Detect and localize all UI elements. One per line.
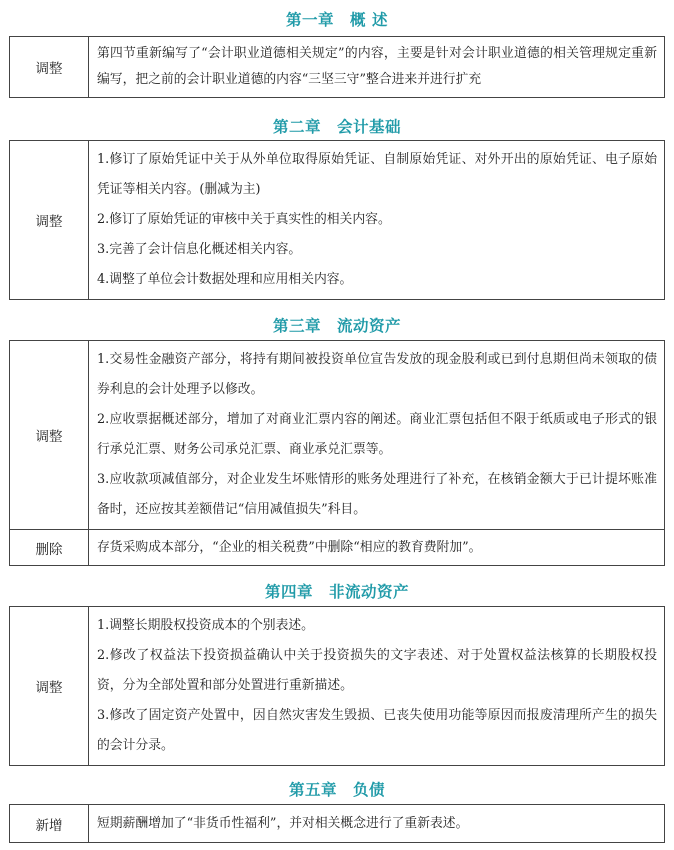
chapter-title: 第四章 非流动资产 bbox=[264, 583, 409, 601]
description-paragraph: 4.调整了单位会计数据处理和应用相关内容。 bbox=[97, 272, 353, 287]
change-description-cell bbox=[89, 607, 665, 766]
description-paragraph: 2.应收票据概述部分，增加了对商业汇票内容的阐述。商业汇票包括但不限于纸质或电子形式的银行承兑汇票、财务公司承兑汇票、商业承兑汇票等。 bbox=[97, 412, 657, 457]
chapter-title: 第三章 流动资产 bbox=[272, 317, 401, 335]
description-paragraph: 第四节重新编写了“会计职业道德相关规定”的内容，主要是针对会计职业道德的相关管理规定重新编写，把之前的会计职业道德的内容“三坚三守”整合进来并进行扩充 bbox=[97, 46, 657, 87]
change-description-cell bbox=[89, 341, 665, 530]
change-type-cell: 删除 bbox=[10, 530, 89, 566]
table-row bbox=[10, 37, 665, 98]
description-paragraph: 1.修订了原始凭证中关于从外单位取得原始凭证、自制原始凭证、对外开出的原始凭证、电子原始凭证等相关内容。(删减为主) bbox=[97, 152, 657, 197]
change-description-cell bbox=[89, 141, 665, 300]
change-type-cell: 调整 bbox=[10, 341, 89, 530]
description-paragraph: 3.应收款项减值部分，对企业发生坏账情形的账务处理进行了补充，在核销金额大于已计提坏账准备时，还应按其差额借记“信用减值损失”科目。 bbox=[97, 472, 657, 517]
description-paragraph: 2.修改了权益法下投资损益确认中关于投资损失的文字表述、对于处置权益法核算的长期股权投资，分为全部处置和部分处置进行重新描述。 bbox=[97, 648, 657, 693]
chapter-title: 第二章 会计基础 bbox=[272, 118, 401, 136]
description-paragraph: 存货采购成本部分，“企业的相关税费”中删除“相应的教育费附加”。 bbox=[97, 539, 482, 555]
description-paragraph: 1.交易性金融资产部分，将持有期间被投资单位宣告发放的现金股利或已到付息期但尚未领取的债券利息的会计处理予以修改。 bbox=[97, 352, 657, 397]
change-description-cell bbox=[89, 37, 665, 98]
chapter-table bbox=[9, 340, 665, 566]
change-type-cell: 调整 bbox=[10, 607, 89, 766]
description-paragraph: 2.修订了原始凭证的审核中关于真实性的相关内容。 bbox=[97, 212, 391, 227]
change-type-cell: 调整 bbox=[10, 37, 89, 98]
description-paragraph: 3.完善了会计信息化概述相关内容。 bbox=[97, 242, 302, 257]
description-paragraph: 1.调整长期股权投资成本的个别表述。 bbox=[97, 618, 314, 633]
chapter-table bbox=[9, 36, 665, 98]
table-row bbox=[10, 530, 665, 566]
table-row bbox=[10, 341, 665, 530]
chapter-title: 第一章 概 述 bbox=[286, 11, 388, 29]
chapter-title: 第五章 负债 bbox=[288, 781, 385, 799]
change-description-cell bbox=[89, 530, 665, 566]
table-row bbox=[10, 805, 665, 843]
chapter-table bbox=[9, 804, 665, 843]
change-description-cell bbox=[89, 805, 665, 843]
chapter-table bbox=[9, 606, 665, 766]
change-type-cell: 新增 bbox=[10, 805, 89, 843]
table-row bbox=[10, 607, 665, 766]
change-type-cell: 调整 bbox=[10, 141, 89, 300]
description-paragraph: 短期薪酬增加了“非货币性福利”，并对相关概念进行了重新表述。 bbox=[97, 815, 469, 831]
chapter-table bbox=[9, 140, 665, 300]
description-paragraph: 3.修改了固定资产处置中，因自然灾害发生毁损、已丧失使用功能等原因而报废清理所产生的损失的会计分录。 bbox=[97, 708, 657, 753]
table-row bbox=[10, 141, 665, 300]
